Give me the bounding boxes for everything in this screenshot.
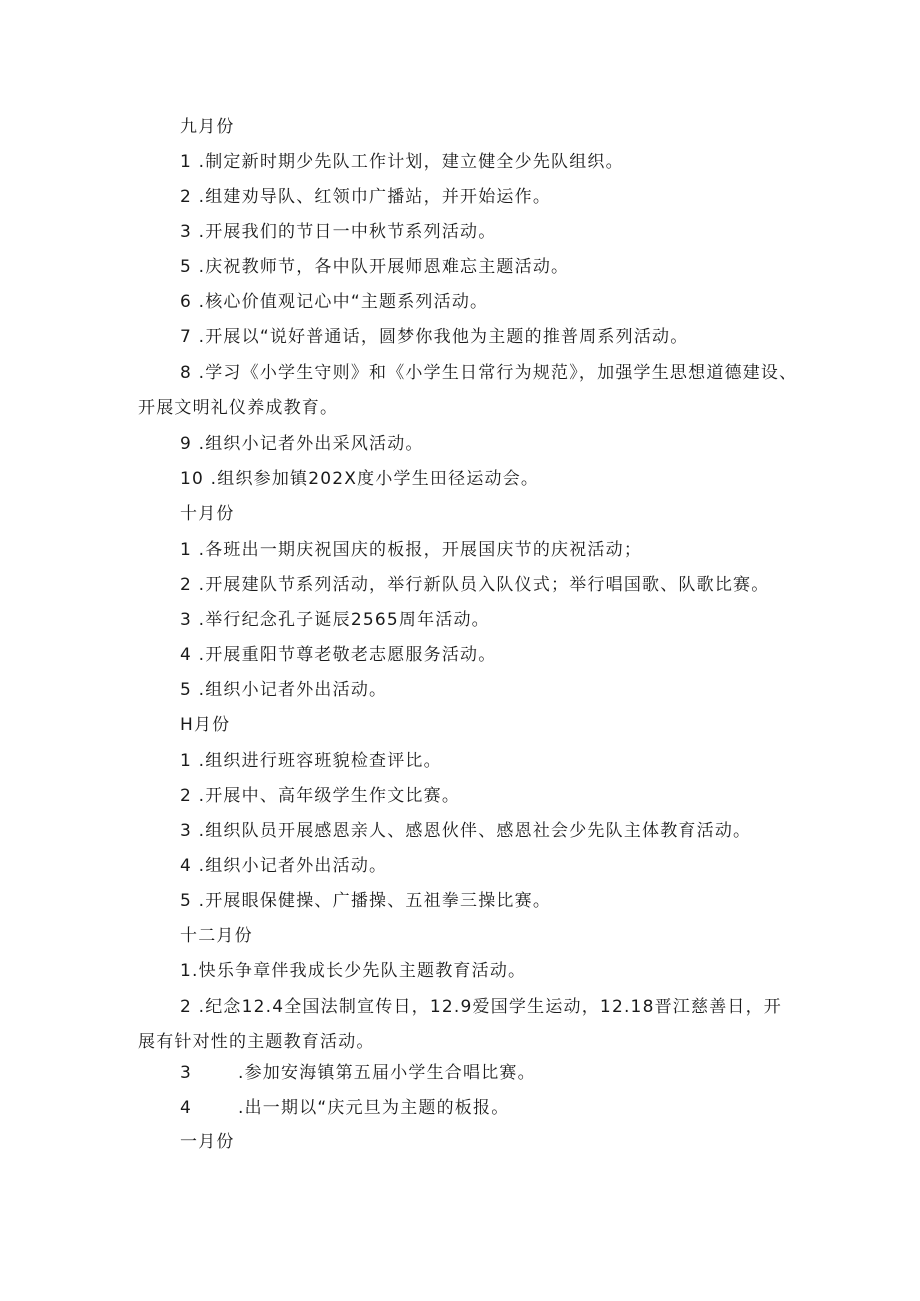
list-item-text: .出一期以“庆元旦为主题的板报。 <box>238 1098 510 1118</box>
section-heading-november: H月份 <box>180 715 231 735</box>
section-heading-september: 九月份 <box>180 117 235 137</box>
list-item: 5 .开展眼保健操、广播操、五祖拳三操比赛。 <box>180 891 552 911</box>
list-item: 8 .学习《小学生守则》和《小学生日常行为规范》，加强学生思想道德建设、开展文明礼仪养成教育。 <box>138 363 798 418</box>
list-item: 4 .开展重阳节尊老敬老志愿服务活动。 <box>180 645 497 665</box>
list-item: 10 .组织参加镇202X度小学生田径运动会。 <box>180 469 540 489</box>
section-heading-january: 一月份 <box>180 1132 235 1152</box>
section-heading-december: 十二月份 <box>180 926 253 946</box>
list-item <box>180 1061 536 1085</box>
list-item: 1 .制定新时期少先队工作计划，建立健全少先队组织。 <box>180 152 624 172</box>
list-item: 3 .举行纪念孔子诞辰2565周年活动。 <box>180 610 490 630</box>
list-item <box>180 1096 509 1120</box>
list-item: 2 .组建劝导队、红领巾广播站，并开始运作。 <box>180 187 552 207</box>
section-heading-october: 十月份 <box>180 504 235 524</box>
list-item: 5 .庆祝教师节，各中队开展师恩难忘主题活动。 <box>180 257 570 277</box>
list-item: 4 .组织小记者外出活动。 <box>180 856 388 876</box>
list-item: 3 .组织队员开展感恩亲人、感恩伙伴、感恩社会少先队主体教育活动。 <box>180 821 752 841</box>
list-item: 1 .组织进行班容班貌检查评比。 <box>180 751 442 771</box>
list-item: 2 .开展中、高年级学生作文比赛。 <box>180 786 461 806</box>
list-item: 2 .开展建队节系列活动，举行新队员入队仪式；举行唱国歌、队歌比赛。 <box>180 575 770 595</box>
list-item: 7 .开展以“说好普通话，圆梦你我他为主题的推普周系列活动。 <box>180 327 689 347</box>
list-item: 6 .核心价值观记心中“主题系列活动。 <box>180 292 489 312</box>
list-item-text: .参加安海镇第五届小学生合唱比赛。 <box>238 1063 536 1083</box>
list-item: 5 .组织小记者外出活动。 <box>180 680 388 700</box>
list-item: 2 .纪念12.4全国法制宣传日，12.9爱国学生运动，12.18晋江慈善日，开展有针对性的主题教育活动。 <box>138 997 782 1052</box>
list-item: 1.快乐争章伴我成长少先队主题教育活动。 <box>180 961 527 981</box>
list-item: 9 .组织小记者外出采风活动。 <box>180 434 424 454</box>
list-item-number: 4 <box>180 1098 193 1118</box>
list-item: 1 .各班出一期庆祝国庆的板报，开展国庆节的庆祝活动； <box>180 540 643 560</box>
list-item: 3 .开展我们的节日一中秋节系列活动。 <box>180 222 497 242</box>
list-item-number: 3 <box>180 1063 193 1083</box>
